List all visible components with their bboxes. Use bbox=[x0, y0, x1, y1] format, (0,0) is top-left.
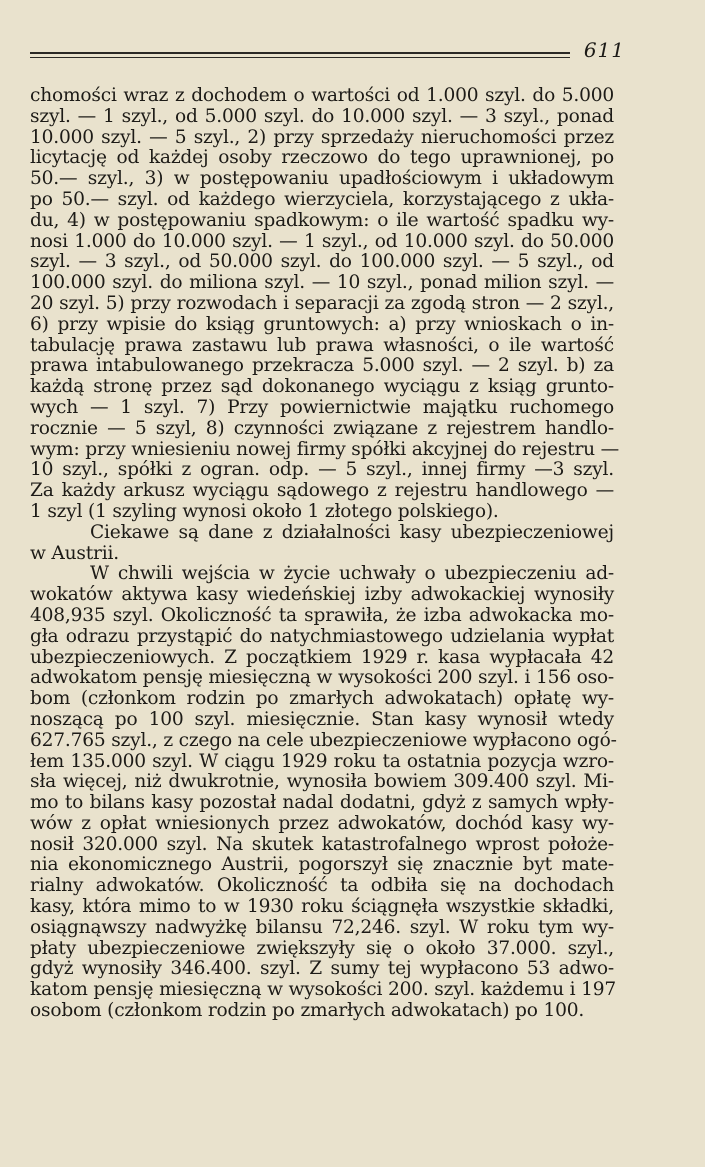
body-text bbox=[30, 85, 620, 1022]
text-line: 10.000 szyl. — 5 szyl., 2) przy sprzedaży nieruchomości przez bbox=[30, 126, 614, 148]
text-line: wych — 1 szyl. 7) Przy powiernictwie majątku ruchomego bbox=[30, 396, 614, 418]
text-line: po 50.— szyl. od każdego wierzyciela, korzystającego z ukła- bbox=[30, 188, 614, 210]
text-line: nosił 320.000 szyl. Na skutek katastrofalnego wprost położe- bbox=[30, 833, 614, 855]
text-line: noszącą po 100 szyl. miesięcznie. Stan kasy wynosił wtedy bbox=[30, 708, 614, 730]
text-line: 627.765 szyl., z czego na cele ubezpieczeniowe wypłacono ogó- bbox=[30, 729, 617, 751]
text-line: nia ekonomicznego Austrii, pogorszył się znacznie byt mate- bbox=[30, 854, 614, 876]
text-line: szyl. — 1 szyl., od 5.000 szyl. do 10.000 szyl. — 3 szyl., ponad bbox=[30, 105, 614, 127]
paragraph bbox=[30, 523, 614, 565]
text-line: 6) przy wpisie do ksiąg gruntowych: a) przy wnioskach o in- bbox=[30, 313, 614, 335]
text-line: w Austrii. bbox=[30, 542, 119, 564]
text-line: 1 szyl (1 szyling wynosi około 1 złotego polskiego). bbox=[30, 500, 499, 522]
text-line: nosi 1.000 do 10.000 szyl. — 1 szyl., od 10.000 szyl. do 50.000 bbox=[30, 230, 614, 252]
text-line: du, 4) w postępowaniu spadkowym: o ile wartość spadku wy- bbox=[30, 209, 614, 231]
text-line: 20 szyl. 5) przy rozwodach i separacji za zgodą stron — 2 szyl., bbox=[30, 292, 614, 314]
text-line: mo to bilans kasy pozostał nadal dodatni, gdyż z samych wpły- bbox=[30, 792, 614, 814]
text-line: 100.000 szyl. do miliona szyl. — 10 szyl., ponad milion szyl. — bbox=[30, 272, 614, 294]
text-line: rocznie — 5 szyl, 8) czynności związane z rejestrem handlo- bbox=[30, 417, 614, 439]
text-line: tabulację prawa zastawu lub prawa własności, o ile wartość bbox=[30, 334, 614, 356]
header-rule bbox=[30, 52, 570, 54]
text-line: każdą stronę przez sąd dokonanego wyciągu z ksiąg grunto- bbox=[30, 376, 614, 398]
text-line: Ciekawe są dane z działalności kasy ubezpieczeniowej bbox=[90, 521, 614, 543]
text-line: osobom (członkom rodzin po zmarłych adwokatach) po 100. bbox=[30, 1000, 585, 1022]
text-line: 50.— szyl., 3) w postępowaniu upadłościowym i układowym bbox=[30, 168, 614, 190]
text-line: licytację od każdej osoby rzeczowo do tego uprawnionej, po bbox=[30, 147, 614, 169]
text-line: płaty ubezpieczeniowe zwiększyły się o około 37.000. szyl., bbox=[30, 937, 614, 959]
text-line: 10 szyl., spółki z ogran. odp. — 5 szyl., innej firmy —3 szyl. bbox=[30, 459, 614, 481]
text-line: wokatów aktywa kasy wiedeńskiej izby adwokackiej wynosiły bbox=[30, 584, 614, 606]
header-rule-thin bbox=[30, 57, 570, 58]
text-line: gdyż wynosiły 346.400. szyl. Z sumy tej wypłacono 53 adwo- bbox=[30, 958, 614, 980]
text-line: wym: przy wniesieniu nowej firmy spółki akcyjnej do rejestru — bbox=[30, 438, 620, 460]
text-line: gła odrazu przystąpić do natychmiastowego udzielania wypłat bbox=[30, 625, 614, 647]
paragraph bbox=[30, 85, 620, 523]
text-line: katom pensję miesięczną w wysokości 200. szyl. każdemu i 197 bbox=[30, 979, 617, 1001]
text-line: sła więcej, niż dwukrotnie, wynosiła bowiem 309.400 szyl. Mi- bbox=[30, 771, 614, 793]
text-line: wów z opłat wniesionych przez adwokatów, dochód kasy wy- bbox=[30, 812, 614, 834]
text-line: bom (członkom rodzin po zmarłych adwokatach) opłatę wy- bbox=[30, 688, 614, 710]
text-line: 408,935 szyl. Okoliczność ta sprawiła, że izba adwokacka mo- bbox=[30, 604, 614, 626]
text-line: prawa intabulowanego przekracza 5.000 szyl. — 2 szyl. b) za bbox=[30, 355, 614, 377]
text-line: szyl. — 3 szyl., od 50.000 szyl. do 100.000 szyl. — 5 szyl., od bbox=[30, 251, 614, 273]
text-line: rialny adwokatów. Okoliczność ta odbiła się na dochodach bbox=[30, 875, 614, 897]
text-line: chomości wraz z dochodem o wartości od 1.000 szyl. do 5.000 bbox=[30, 85, 614, 106]
text-line: Za każdy arkusz wyciągu sądowego z rejestru handlowego — bbox=[30, 480, 614, 502]
text-line: adwokatom pensję miesięczną w wysokości 200 szyl. i 156 oso- bbox=[30, 667, 614, 689]
text-line: kasy, która mimo to w 1930 roku ściągnęła wszystkie składki, bbox=[30, 896, 614, 918]
page-number: 611 bbox=[583, 38, 625, 62]
text-line: W chwili wejścia w życie uchwały o ubezpieczeniu ad- bbox=[90, 563, 614, 585]
text-line: łem 135.000 szyl. W ciągu 1929 roku ta ostatnia pozycja wzro- bbox=[30, 750, 614, 772]
paragraph bbox=[30, 563, 617, 1022]
text-line: osiągnąwszy nadwyżkę bilansu 72,246. szyl. W roku tym wy- bbox=[30, 916, 614, 938]
text-line: ubezpieczeniowych. Z początkiem 1929 r. kasa wypłacała 42 bbox=[30, 646, 614, 668]
